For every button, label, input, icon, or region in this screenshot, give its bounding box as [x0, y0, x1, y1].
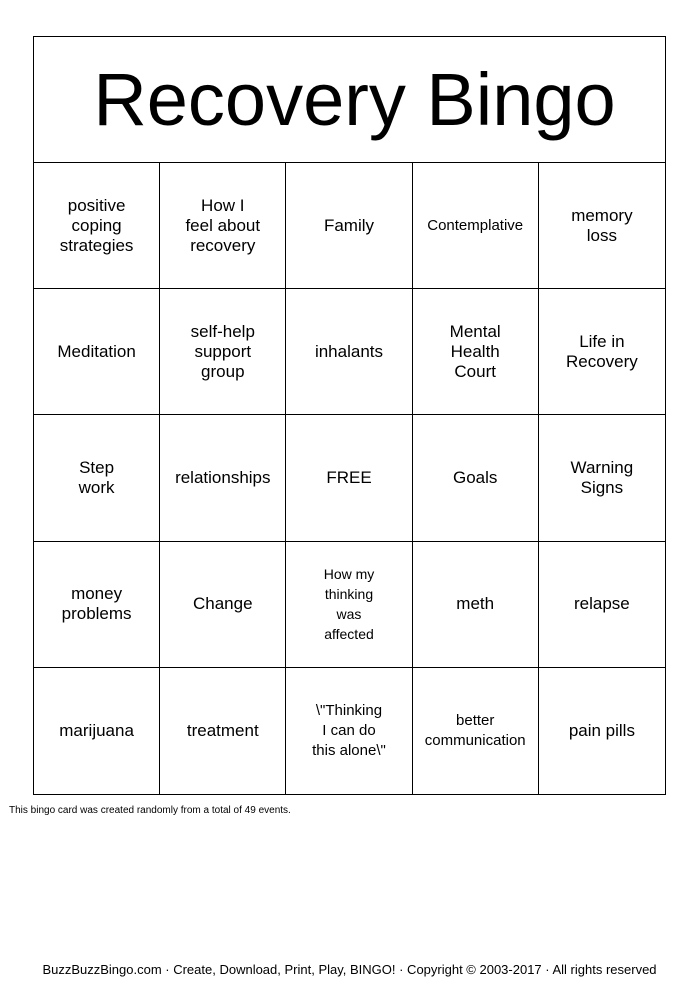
bingo-cell: Contemplative — [413, 163, 539, 289]
bingo-cell: Warning Signs — [539, 415, 665, 541]
bingo-cell: positive coping strategies — [34, 163, 160, 289]
bingo-cell: memory loss — [539, 163, 665, 289]
bingo-cell: relationships — [160, 415, 286, 541]
bingo-cell: inhalants — [286, 289, 412, 415]
card-title: Recovery Bingo — [34, 37, 665, 163]
bingo-cell: Family — [286, 163, 412, 289]
bingo-cell: relapse — [539, 542, 665, 668]
bingo-cell: Meditation — [34, 289, 160, 415]
bingo-cell: marijuana — [34, 668, 160, 794]
bingo-cell: self-help support group — [160, 289, 286, 415]
bingo-cell: Step work — [34, 415, 160, 541]
bingo-cell: Life in Recovery — [539, 289, 665, 415]
bingo-cell: better communication — [413, 668, 539, 794]
bingo-grid — [34, 163, 665, 794]
site-footer: BuzzBuzzBingo.com · Create, Download, Print, Play, BINGO! · Copyright © 2003-2017 · All rights reserved — [42, 962, 657, 977]
bingo-cell: meth — [413, 542, 539, 668]
bingo-cell: Mental Health Court — [413, 289, 539, 415]
bingo-cell: Change — [160, 542, 286, 668]
bingo-cell: \"Thinking I can do this alone\" — [286, 668, 412, 794]
bingo-cell: Goals — [413, 415, 539, 541]
bingo-cell: How my thinking was affected — [286, 542, 412, 668]
card-note: This bingo card was created randomly from a total of 49 events. — [9, 805, 291, 816]
bingo-cell: treatment — [160, 668, 286, 794]
bingo-cell: money problems — [34, 542, 160, 668]
bingo-card — [33, 36, 666, 795]
free-space-cell: FREE — [286, 415, 412, 541]
bingo-cell: How I feel about recovery — [160, 163, 286, 289]
bingo-cell: pain pills — [568, 720, 635, 740]
